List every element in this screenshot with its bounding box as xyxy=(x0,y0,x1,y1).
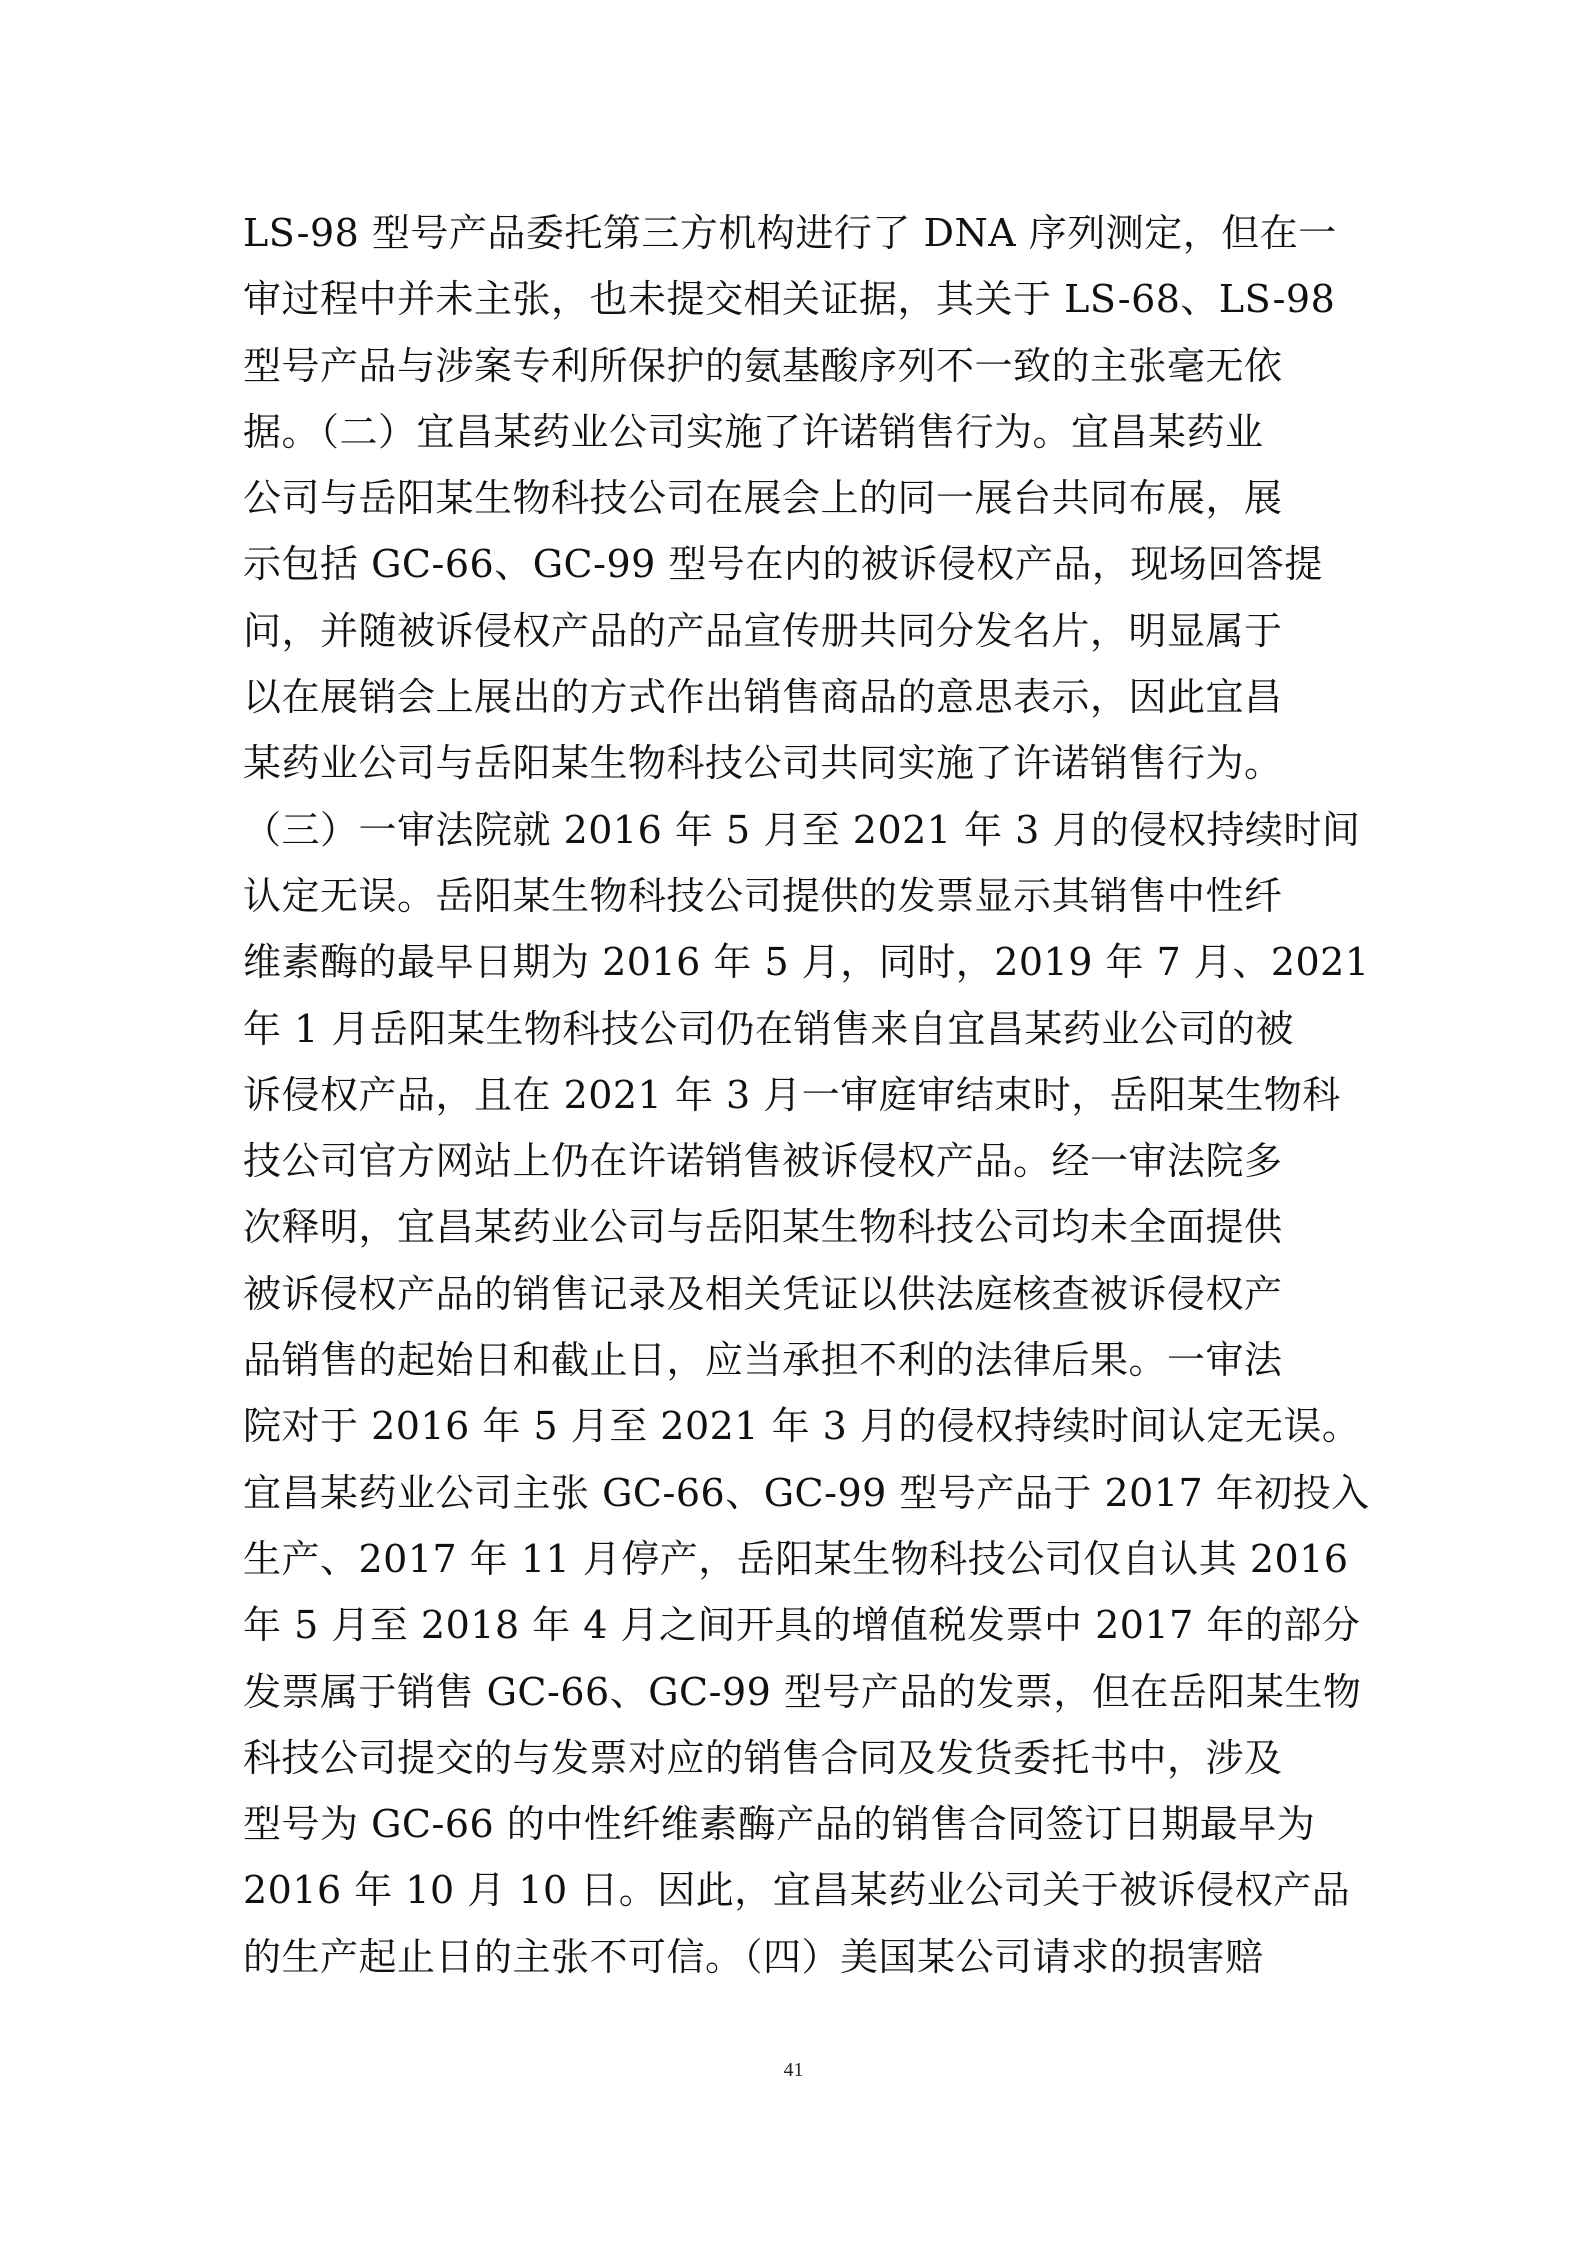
text-line: 审过程中并未主张，也未提交相关证据，其关于 LS-68、LS-98 xyxy=(243,277,1336,322)
text-line: 年 5 月至 2018 年 4 月之间开具的增值税发票中 2017 年的部分 xyxy=(243,1603,1361,1648)
text-line: 诉侵权产品，且在 2021 年 3 月一审庭审结束时，岳阳某生物科 xyxy=(243,1072,1341,1117)
text-line: 被诉侵权产品的销售记录及相关凭证以供法庭核查被诉侵权产 xyxy=(243,1271,1283,1316)
text-line: 型号产品与涉案专利所保护的氨基酸序列不一致的主张毫无依 xyxy=(243,343,1283,388)
text-line: 院对于 2016 年 5 月至 2021 年 3 月的侵权持续时间认定无误。 xyxy=(243,1404,1361,1449)
text-line: 发票属于销售 GC-66、GC-99 型号产品的发票，但在岳阳某生物 xyxy=(243,1669,1362,1714)
text-line: 科技公司提交的与发票对应的销售合同及发货委托书中，涉及 xyxy=(243,1735,1283,1780)
text-line: 品销售的起始日和截止日，应当承担不利的法律后果。一审法 xyxy=(243,1338,1283,1383)
text-line: 以在展销会上展出的方式作出销售商品的意思表示，因此宜昌 xyxy=(243,675,1283,720)
text-line: 示包括 GC-66、GC-99 型号在内的被诉侵权产品，现场回答提 xyxy=(243,542,1323,587)
body-text xyxy=(243,200,1370,1990)
text-line: （三）一审法院就 2016 年 5 月至 2021 年 3 月的侵权持续时间 xyxy=(243,807,1361,852)
text-line: LS-98 型号产品委托第三方机构进行了 DNA 序列测定，但在一 xyxy=(243,211,1337,255)
text-line: 问，并随被诉侵权产品的产品宣传册共同分发名片，明显属于 xyxy=(243,608,1283,653)
text-line: 生产、2017 年 11 月停产，岳阳某生物科技公司仅自认其 2016 xyxy=(243,1536,1349,1581)
text-line: 宜昌某药业公司主张 GC-66、GC-99 型号产品于 2017 年初投入 xyxy=(243,1470,1370,1515)
text-line: 某药业公司与岳阳某生物科技公司共同实施了许诺销售行为。 xyxy=(243,741,1283,786)
text-line: 维素酶的最早日期为 2016 年 5 月，同时，2019 年 7 月、2021 xyxy=(243,940,1370,985)
page-number: 41 xyxy=(783,2059,804,2081)
text-line: 年 1 月岳阳某生物科技公司仍在销售来自宜昌某药业公司的被 xyxy=(243,1006,1294,1051)
text-line: 2016 年 10 月 10 日。因此，宜昌某药业公司关于被诉侵权产品 xyxy=(243,1868,1351,1913)
text-line: 的生产起止日的主张不可信。（四）美国某公司请求的损害赔 xyxy=(243,1934,1264,1979)
text-line: 次释明，宜昌某药业公司与岳阳某生物科技公司均未全面提供 xyxy=(243,1205,1283,1250)
text-line: 型号为 GC-66 的中性纤维素酶产品的销售合同签订日期最早为 xyxy=(243,1802,1316,1847)
text-line: 认定无误。岳阳某生物科技公司提供的发票显示其销售中性纤 xyxy=(243,873,1283,918)
text-line: 公司与岳阳某生物科技公司在展会上的同一展台共同布展，展 xyxy=(243,476,1283,521)
text-line: 据。（二）宜昌某药业公司实施了许诺销售行为。宜昌某药业 xyxy=(243,409,1264,454)
text-line: 技公司官方网站上仍在许诺销售被诉侵权产品。经一审法院多 xyxy=(243,1139,1283,1184)
